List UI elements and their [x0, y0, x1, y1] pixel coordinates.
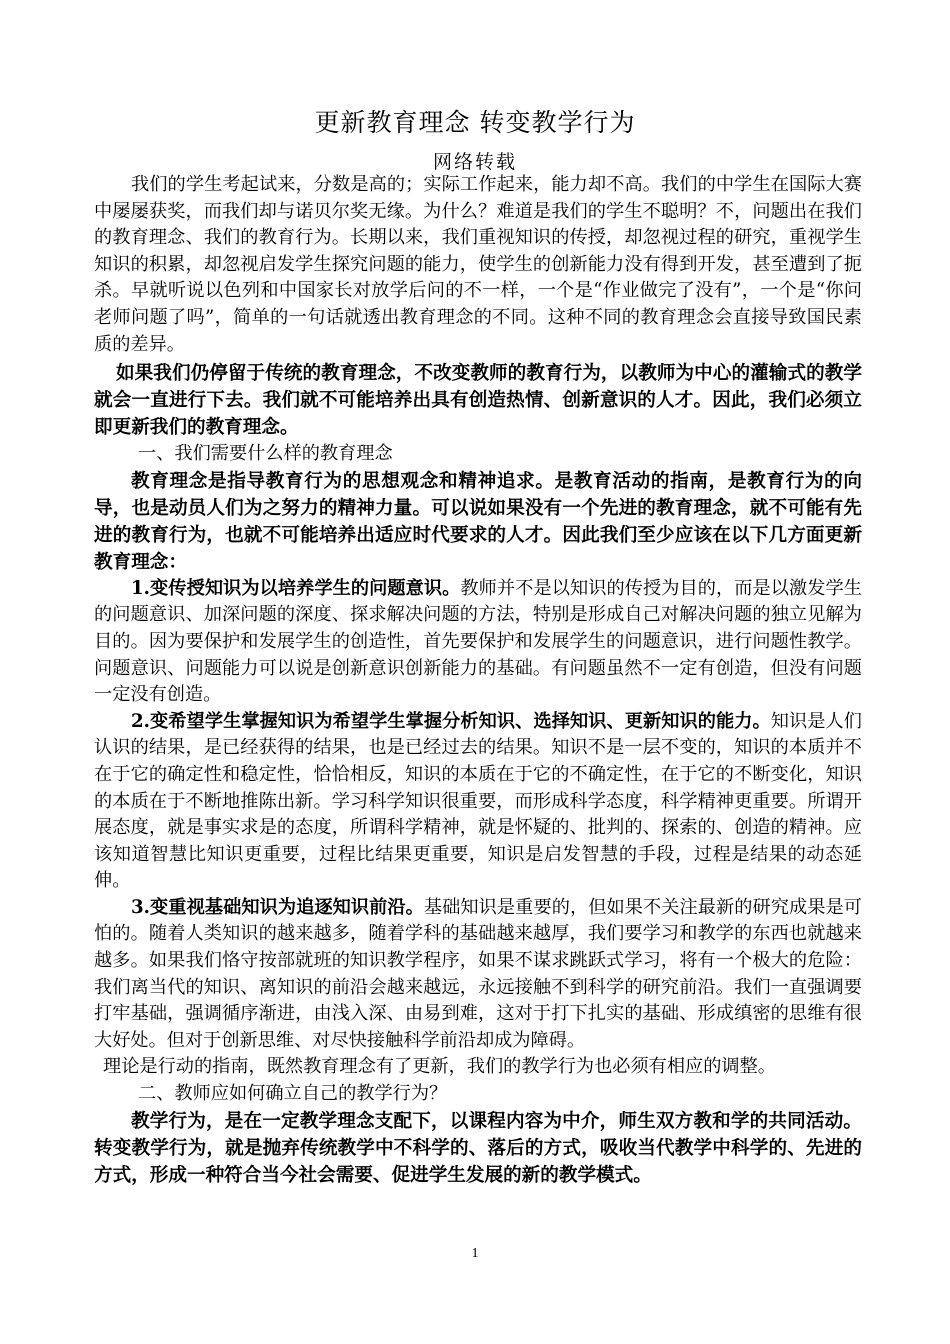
list-item-2 [94, 709, 862, 895]
list-item-1 [94, 576, 862, 709]
paragraph-concept-definition: 教育理念是指导教育行为的思想观念和精神追求。是教育活动的指南，是教育行为的向导，也是动员人们为之努力的精神力量。可以说如果没有一个先进的教育理念，就不可能有先进的教育行为，也就不可能培养出适应时代要求的人才。因此我们至少应该在以下几方面更新教育理念： [94, 470, 862, 573]
list-item-3-text: 基础知识是重要的，但如果不关注最新的研究成果是可怕的。随着人类知识的越来越多，随着学科的基础越来越厚，我们要学习和教学的东西也就越来越多。如果我们恪守按部就班的知识教学程序，如果不谋求跳跃式学习，将有一个极大的危险：我们离当代的知识、离知识的前沿会越来越远，永远接触不到科学的研究前沿。我们一直强调要打牢基础，强调循序渐进，由浅入深、由易到难，这对于打下扎实的基础、形成缜密的思维有很大好处。但对于创新思维、对尽快接触科学前沿却成为障碍。 [94, 896, 862, 1051]
paragraph-bold-call: 如果我们仍停留于传统的教育理念，不改变教师的教育行为，以教师为中心的灌输式的教学就会一直进行下去。我们就不可能培养出具有创造热情、创新意识的人才。因此，我们必须立即更新我们的教育理念。 [94, 363, 862, 439]
document-source: 网络转载 [432, 151, 517, 173]
document-title: 更新教育理念 转变教学行为 [314, 108, 636, 137]
paragraph-teaching-behavior: 教学行为，是在一定教学理念支配下，以课程内容为中介，师生双方教和学的共同活动。转变教学行为，就是抛弃传统教学中不科学的、落后的方式，吸收当代教学中科学的、先进的方式，形成一种符合当今社会需要、促进学生发展的新的教学模式。 [94, 1110, 862, 1186]
list-item-1-text: 教师并不是以知识的传授为目的，而是以激发学生的问题意识、加深问题的深度、探求解决问题的方法，特别是形成自己对解决问题的独立见解为目的。因为要保护和发展学生的创造性，首先要保护和发展学生的问题意识，进行问题性教学。问题意识、问题能力可以说是创新意识创新能力的基础。有问题虽然不一定有创造，但没有问题一定没有创造。 [94, 577, 862, 706]
section-heading-1: 一、我们需要什么样的教育理念 [138, 443, 393, 465]
paragraph-intro: 我们的学生考起试来，分数是高的；实际工作起来，能力却不高。我们的中学生在国际大赛中屡屡获奖，而我们却与诺贝尔奖无缘。为什么？难道是我们的学生不聪明？不，问题出在我们的教育理念、我们的教育行为。长期以来，我们重视知识的传授，却忽视过程的研究，重视学生知识的积累，却忽视启发学生探究问题的能力，使学生的创新能力没有得到开发，甚至遭到了扼杀。早就听说以色列和中国家长对放学后问的不一样，一个是“作业做完了没有”，一个是“你问老师问题了吗”，简单的一句话就透出教育理念的不同。这种不同的教育理念会直接导致国民素质的差异。 [94, 174, 862, 355]
list-item-1-lead: 1.变传授知识为以培养学生的问题意识。 [131, 577, 461, 599]
list-item-2-text: 知识是人们认识的结果，是已经获得的结果，也是已经过去的结果。知识不是一层不变的，知识的本质并不在于它的确定性和稳定性，恰恰相反，知识的本质在于它的不确定性，在于它的不断变化，知识的本质在于不断地推陈出新。学习科学知识很重要，而形成科学态度，科学精神更重要。所谓开展态度，就是事实求是的态度，所谓科学精神，就是怀疑的、批判的、探索的、创造的精神。应该知道智慧比知识更重要，过程比结果更重要，知识是启发智慧的手段，过程是结果的动态延伸。 [94, 710, 862, 892]
page-number: 1 [471, 1246, 479, 1261]
list-item-2-lead: 2.变希望学生掌握知识为希望学生掌握分析知识、选择知识、更新知识的能力。 [131, 710, 771, 732]
list-item-3 [94, 895, 862, 1055]
document-body [94, 172, 862, 1189]
paragraph-theory: 理论是行动的指南，既然教育理念有了更新，我们的教学行为也必须有相应的调整。 [103, 1056, 776, 1078]
section-heading-2: 二、教师应如何确立自己的教学行为？ [138, 1083, 448, 1105]
list-item-3-lead: 3.变重视基础知识为追逐知识前沿。 [131, 896, 424, 918]
